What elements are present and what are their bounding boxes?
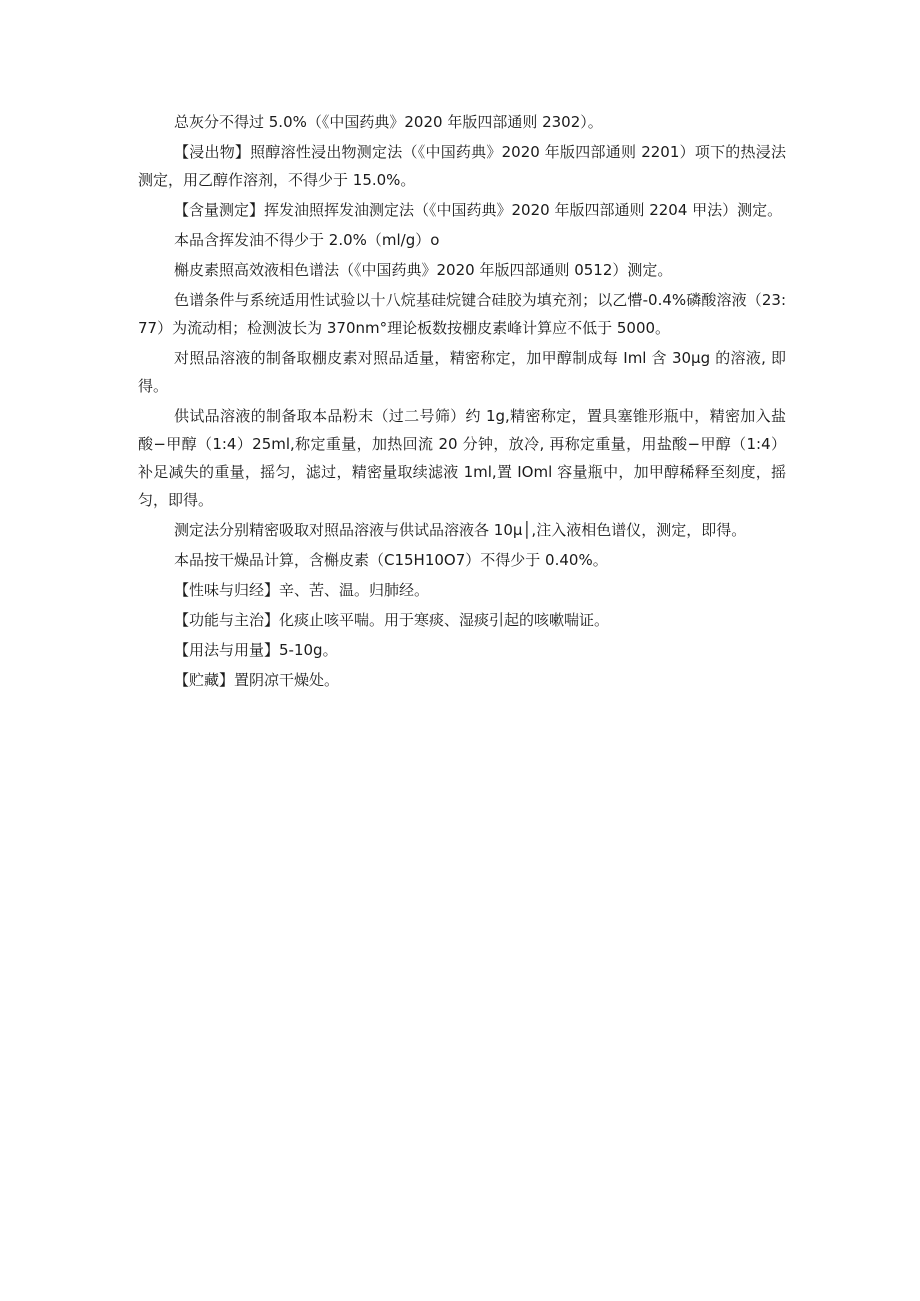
paragraph-functions-indications: 【功能与主治】化痰止咳平喘。用于寒痰、湿痰引起的咳嗽喘证。 (174, 611, 610, 629)
document-body (138, 108, 786, 694)
paragraph-volatile-oil-limit: 本品含挥发油不得少于 2.0%（ml/g）o (174, 231, 440, 249)
paragraph-reference-solution: 对照品溶液的制备取棚皮素对照品适量，精密称定，加甲醇制成每 Iml 含 30μg 的溶液, 即得。 (138, 349, 786, 395)
paragraph-test-solution: 供试品溶液的制备取本品粉末（过二号筛）约 1g,精密称定，置具塞锥形瓶中，精密加入盐酸−甲醇（1:4）25ml,称定重量，加热回流 20 分钟，放冷, 再称定重量，用盐酸−甲醇（1:4）补足减失的重量，摇匀，滤过，精密量取续滤液 1ml,置 IOml 容量瓶中，加甲醇稀释至刻度，摇匀，即得。 (138, 407, 786, 509)
paragraph-usage-dosage: 【用法与用量】5-10g。 (174, 641, 338, 659)
paragraph-chromatographic-conditions: 色谱条件与系统适用性试验以十八烷基硅烷键合硅胶为填充剂；以乙懵-0.4%磷酸溶液（23:77）为流动相；检测波长为 370nm°理论板数按棚皮素峰计算应不低于 5000。 (138, 291, 786, 337)
paragraph-assay-volatile-oil: 【含量测定】挥发油照挥发油测定法（《中国药典》2020 年版四部通则 2204 甲法）测定。 (174, 201, 783, 219)
paragraph-total-ash: 总灰分不得过 5.0%（《中国药典》2020 年版四部通则 2302）。 (174, 113, 603, 131)
paragraph-procedure: 测定法分别精密吸取对照品溶液与供试品溶液各 10μ│,注入液相色谱仪，测定，即得。 (174, 521, 747, 539)
paragraph-storage: 【贮藏】置阴凉干燥处。 (174, 671, 340, 689)
paragraph-nature-meridian: 【性味与归经】辛、苦、温。归肺经。 (174, 581, 430, 599)
paragraph-quercetin-limit: 本品按干燥品计算，含槲皮素（C15H10O7）不得少于 0.40%。 (174, 551, 608, 569)
paragraph-extractives: 【浸出物】照醇溶性浸出物测定法（《中国药典》2020 年版四部通则 2201）项下的热浸法测定，用乙醇作溶剂，不得少于 15.0%。 (138, 143, 786, 189)
paragraph-quercetin-method: 槲皮素照高效液相色谱法（《中国药典》2020 年版四部通则 0512）测定。 (174, 261, 673, 279)
